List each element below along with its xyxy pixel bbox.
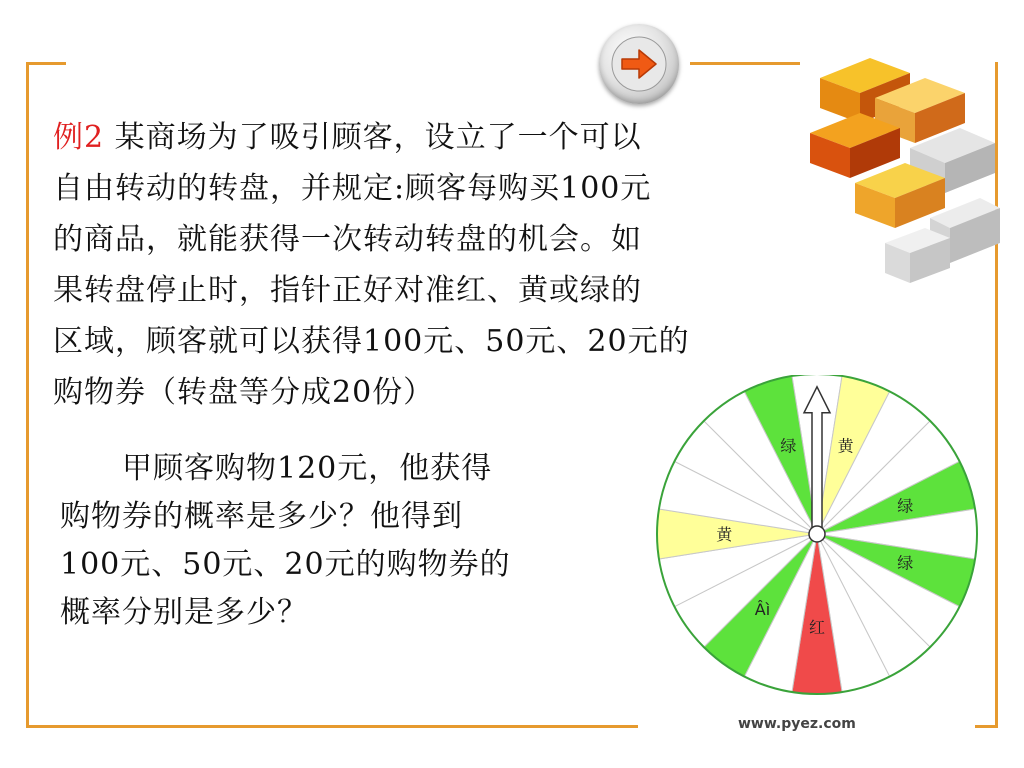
frame-top-left <box>26 62 66 65</box>
sector-label: 绿 <box>897 553 914 573</box>
sector-label: Âì <box>754 600 771 620</box>
sector-label: 黄 <box>716 525 733 544</box>
question-text <box>60 445 620 637</box>
watermark: www.pyez.com <box>738 716 856 732</box>
sector-label: 绿 <box>897 496 914 516</box>
problem-line: 果转盘停止时，指针正好对准红、黄或绿的 <box>53 273 642 308</box>
example-label: 例2 <box>53 120 105 155</box>
sector-label: 黄 <box>837 436 854 456</box>
question-line: 100元、50元、20元的购物券的 <box>60 547 511 582</box>
problem-line: 区域，顾客就可以获得100元、50元、20元的 <box>53 324 690 359</box>
question-line: 概率分别是多少？ <box>60 595 308 630</box>
frame-top-right <box>690 62 800 65</box>
problem-line: 例2 某商场为了吸引顾客，设立了一个可以 <box>53 120 642 155</box>
spinner-wheel <box>650 375 990 710</box>
example-problem-text <box>53 112 843 418</box>
sector-label: 红 <box>808 617 826 637</box>
frame-bottom-right <box>975 725 998 728</box>
arrow-right-icon <box>599 24 679 104</box>
frame-bottom <box>26 725 638 728</box>
problem-line: 自由转动的转盘，并规定:顾客每购买100元 <box>53 171 652 206</box>
problem-line: 的商品，就能获得一次转动转盘的机会。如 <box>53 222 642 257</box>
wheel-hub <box>809 526 825 542</box>
next-button[interactable] <box>599 24 679 104</box>
question-line: 甲顾客购物120元，他获得 <box>60 451 493 486</box>
frame-left <box>26 62 29 728</box>
sector-label: 绿 <box>780 436 797 456</box>
problem-line: 购物券（转盘等分成20份） <box>53 375 435 410</box>
question-line: 购物券的概率是多少？他得到 <box>60 499 463 534</box>
